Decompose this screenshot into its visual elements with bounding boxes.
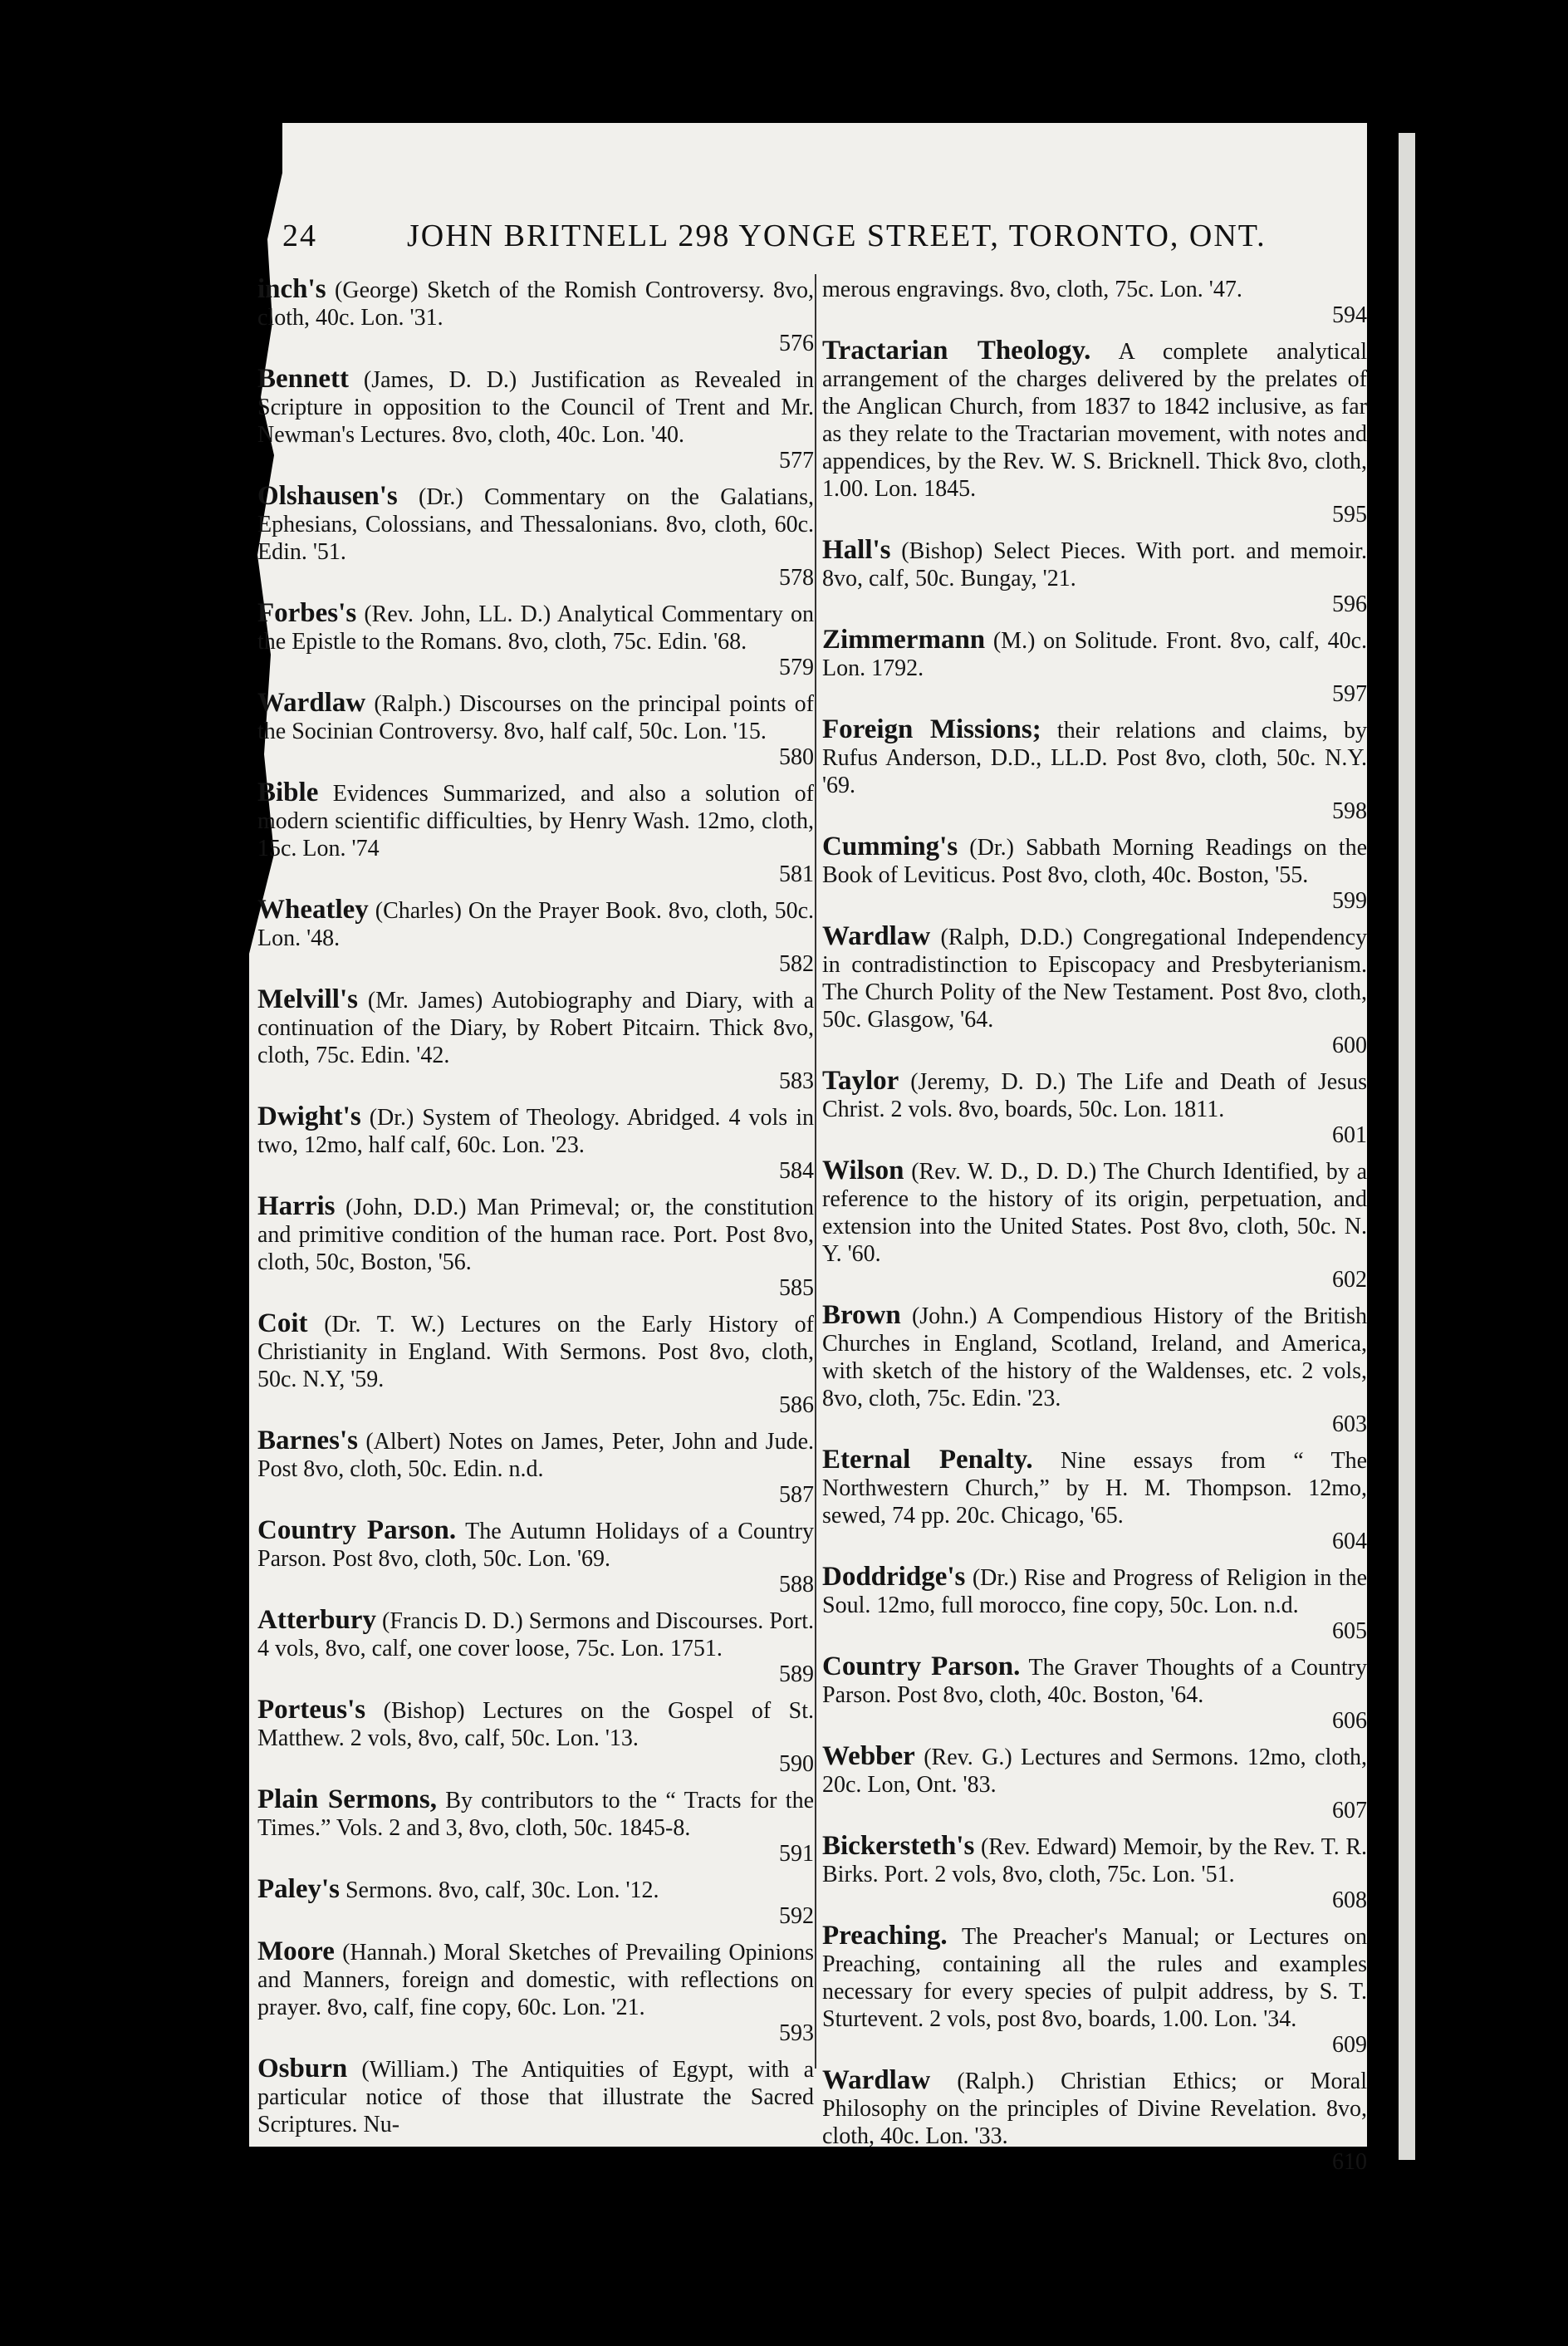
catalog-entry	[822, 2067, 1367, 2176]
entry-description: The Preacher's Manual; or Lectures on Preaching, containing all the rules and examples necessary for every species of pulpit address, by S. T. Sturtevent. 2 vols, post 8vo, boards, 1.00. Lon. '34.	[822, 1924, 1367, 2032]
entry-description: (Albert) Notes on James, Peter, John and Jude. Post 8vo, cloth, 50c. Edin. n.d.	[257, 1429, 814, 1482]
entry-headword: Brown	[822, 1300, 901, 1330]
entry-description: (John.) A Compendious History of the British Churches in England, Scotland, Ireland, and America, with sketch of the history of the Waldenses, etc. 2 vols, 8vo, cloth, 75c. Edin. '23.	[822, 1303, 1368, 1411]
entry-description: By contributors to the “ Tracts for the Times.” Vols. 2 and 3, 8vo, cloth, 50c. 1845-8.	[257, 1788, 814, 1841]
item-number: 604	[1332, 1529, 1367, 1554]
item-number: 601	[1332, 1122, 1367, 1148]
entry-headword: Forbes's	[257, 598, 357, 628]
catalog-entry	[822, 1157, 1367, 1293]
item-number: 580	[779, 744, 814, 770]
catalog-entry	[822, 626, 1367, 708]
item-number: 597	[1332, 681, 1367, 707]
catalog-entry	[257, 600, 814, 681]
entry-description: (Rev. G.) Lectures and Sermons. 12mo, cloth, 20c. Lon, Ont. '83.	[822, 1745, 1368, 1798]
catalog-entry	[257, 1310, 814, 1419]
catalog-entry	[257, 2055, 814, 2138]
page-number: 24	[282, 218, 317, 253]
page-header	[282, 218, 1362, 259]
catalog-entry	[257, 1696, 814, 1778]
entry-headword: Preaching.	[822, 1921, 948, 1951]
item-number: 585	[779, 1275, 814, 1301]
item-number: 586	[779, 1392, 814, 1418]
entry-headword: Taylor	[822, 1066, 899, 1096]
entry-headword: Bible	[257, 778, 319, 807]
item-number: 577	[779, 448, 814, 474]
item-number: 584	[779, 1158, 814, 1184]
item-number: 594	[1332, 302, 1367, 328]
catalog-entry	[822, 537, 1367, 618]
entry-description: (Ralph.) Christian Ethics; or Moral Philosophy on the principles of Divine Revelation. 8vo, cloth, 40c. Lon. '33.	[822, 2069, 1367, 2149]
entry-headword: Bickersteth's	[822, 1831, 975, 1861]
catalog-entry	[257, 1193, 814, 1302]
entry-headword: Eternal Penalty.	[822, 1445, 1033, 1475]
entry-headword: Wardlaw	[822, 921, 931, 951]
entry-description: (William.) The Antiquities of Egypt, with a particular notice of those that illustrate the Sacred Scriptures. Nu-	[257, 2057, 814, 2137]
item-number: 598	[1332, 798, 1367, 824]
entry-description: (Francis D. D.) Sermons and Discourses. Port. 4 vols, 8vo, calf, one cover loose, 75c. Lon. 1751.	[257, 1608, 814, 1661]
item-number: 600	[1332, 1033, 1367, 1058]
entry-description: (Ralph, D.D.) Congregational Independency in contradistinction to Episcopacy and Presbyterianism. The Church Polity of the New Testament. Post 8vo, cloth, 50c. Glasgow, '64.	[822, 925, 1367, 1033]
entry-headword: Webber	[822, 1741, 915, 1771]
item-number: 590	[779, 1751, 814, 1777]
catalog-entry	[257, 1876, 814, 1930]
item-number: 595	[1332, 502, 1367, 528]
catalog-entry	[822, 923, 1367, 1059]
catalog-entry	[257, 690, 814, 771]
entry-description: (Dr.) Commentary on the Galatians, Ephesians, Colossians, and Thessalonians. 8vo, cloth, 60c. Edin. '51.	[257, 484, 814, 565]
entry-description: (James, D. D.) Justification as Revealed in Scripture in opposition to the Council of Trent and Mr. Newman's Lectures. 8vo, cloth, 40c. Lon. '40.	[257, 367, 814, 448]
entry-headword: Coit	[257, 1308, 308, 1338]
item-number: 593	[779, 2020, 814, 2046]
entry-headword: Tractarian Theology.	[822, 336, 1091, 366]
item-number: 602	[1332, 1267, 1367, 1293]
item-number: 592	[779, 1903, 814, 1929]
entry-headword: Bennett	[257, 364, 349, 394]
catalog-entry	[822, 1067, 1367, 1149]
catalog-entry	[257, 1938, 814, 2047]
item-number: 599	[1332, 888, 1367, 914]
catalog-entry	[822, 1922, 1367, 2059]
catalog-entry	[257, 779, 814, 888]
catalog-entry	[822, 833, 1367, 915]
catalog-entry	[257, 366, 814, 474]
entry-headword: Wardlaw	[822, 2065, 931, 2095]
catalog-entry	[257, 986, 814, 1095]
entry-headword: Wilson	[822, 1156, 904, 1185]
item-number: 589	[779, 1661, 814, 1687]
entry-headword: Foreign Missions;	[822, 714, 1041, 744]
entry-description: A complete analytical arrangement of the charges delivered by the prelates of the Anglican Church, from 1837 to 1842 inclusive, as far as they relate to the Tractarian movement, with notes and appendices, by the Rev. W. S. Bricknell. Thick 8vo, cloth, 1.00. Lon. 1845.	[822, 339, 1367, 502]
item-number: 583	[779, 1068, 814, 1094]
entry-description: (Ralph.) Discourses on the principal points of the Socinian Controversy. 8vo, half calf, 50c. Lon. '15.	[257, 691, 815, 744]
item-number: 607	[1332, 1798, 1367, 1823]
entry-headword: Olshausen's	[257, 481, 398, 511]
entry-description: (Charles) On the Prayer Book. 8vo, cloth, 50c. Lon. '48.	[257, 898, 815, 951]
entry-description: The Autumn Holidays of a Country Parson. Post 8vo, cloth, 50c. Lon. '69.	[257, 1519, 814, 1572]
item-number: 578	[779, 565, 814, 591]
entry-headword: Harris	[257, 1191, 336, 1221]
entry-description: (Hannah.) Moral Sketches of Prevailing Opinions and Manners, foreign and domestic, with reflections on prayer. 8vo, calf, fine copy, 60c. Lon. '21.	[257, 1940, 814, 2020]
entry-description: (Jeremy, D. D.) The Life and Death of Jesus Christ. 2 vols. 8vo, boards, 50c. Lon. 1811.	[822, 1069, 1368, 1122]
item-number: 591	[779, 1841, 814, 1867]
entry-description: (Rev. W. D., D. D.) The Church Identified, by a reference to the history of its origin, perpetuation, and extension into the United States. Post 8vo, cloth, 50c. N. Y. '60.	[822, 1159, 1368, 1267]
entry-description: Evidences Summarized, and also a solution of modern scientific difficulties, by Henry Wash. 12mo, cloth, 15c. Lon. '74	[257, 781, 815, 861]
catalog-entry	[257, 1786, 814, 1867]
catalog-entry	[822, 1563, 1367, 1645]
catalog-entry	[257, 896, 814, 978]
entry-description: (Bishop) Lectures on the Gospel of St. Matthew. 2 vols, 8vo, calf, 50c. Lon. '13.	[257, 1698, 815, 1751]
entry-description: Sermons. 8vo, calf, 30c. Lon. '12.	[345, 1877, 659, 1903]
item-number: 603	[1332, 1411, 1367, 1437]
catalog-entry	[822, 1743, 1367, 1824]
catalog-entry	[822, 276, 1367, 329]
catalog-entry	[822, 1446, 1367, 1555]
catalog-entry	[822, 337, 1367, 528]
catalog-entry	[822, 1302, 1367, 1438]
catalog-entry	[257, 276, 814, 357]
entry-headword: Hall's	[822, 535, 891, 565]
entry-headword: Atterbury	[257, 1605, 376, 1635]
entry-headword: inch's	[257, 274, 326, 304]
entry-description: Nine essays from “ The Northwestern Church,” by H. M. Thompson. 12mo, sewed, 74 pp. 20c. Chicago, '65.	[822, 1448, 1368, 1529]
entry-description: (Rev. Edward) Memoir, by the Rev. T. R. Birks. Port. 2 vols, 8vo, cloth, 75c. Lon. '51.	[822, 1834, 1367, 1887]
adjacent-page-edge	[1399, 133, 1415, 2160]
column-divider	[815, 274, 816, 2069]
entry-description: (George) Sketch of the Romish Controversy. 8vo, cloth, 40c. Lon. '31.	[257, 277, 815, 331]
catalog-entry	[822, 716, 1367, 825]
item-number: 587	[779, 1482, 814, 1508]
item-number: 581	[779, 861, 814, 887]
entry-description: (Rev. John, LL. D.) Analytical Commentary on the Epistle to the Romans. 8vo, cloth, 75c. Edin. '68.	[257, 601, 814, 655]
catalog-entry	[257, 1427, 814, 1509]
entry-headword: Dwight's	[257, 1102, 361, 1131]
entry-headword: Plain Sermons,	[257, 1784, 437, 1814]
entry-headword: Zimmermann	[822, 625, 986, 655]
item-number: 582	[779, 951, 814, 977]
entry-headword: Porteus's	[257, 1695, 366, 1725]
entry-description: (Dr.) System of Theology. Abridged. 4 vols in two, 12mo, half calf, 60c. Lon. '23.	[257, 1105, 814, 1158]
entry-headword: Moore	[257, 1936, 335, 1966]
entry-description: (Mr. James) Autobiography and Diary, with a continuation of the Diary, by Robert Pitcairn. Thick 8vo, cloth, 75c. Edin. '42.	[257, 988, 815, 1068]
entry-description: (Dr. T. W.) Lectures on the Early History of Christianity in England. With Sermons. Post 8vo, cloth, 50c. N.Y, '59.	[257, 1312, 814, 1392]
item-number: 576	[779, 331, 814, 356]
left-column	[257, 276, 814, 2147]
entry-description: (M.) on Solitude. Front. 8vo, calf, 40c. Lon. 1792.	[822, 628, 1367, 681]
item-number: 606	[1332, 1708, 1367, 1734]
entry-headword: Wardlaw	[257, 688, 366, 718]
entry-description: The Graver Thoughts of a Country Parson. Post 8vo, cloth, 40c. Boston, '64.	[822, 1655, 1368, 1708]
entry-headword: Country Parson.	[822, 1652, 1021, 1681]
entry-headword: Wheatley	[257, 895, 369, 925]
entry-headword: Paley's	[257, 1874, 340, 1904]
catalog-entry	[822, 1653, 1367, 1735]
item-number: 579	[779, 655, 814, 680]
item-number: 610	[1332, 2149, 1367, 2175]
item-number: 609	[1332, 2032, 1367, 2058]
entry-headword: Country Parson.	[257, 1515, 457, 1545]
catalog-entry	[257, 483, 814, 591]
catalog-entry	[257, 1607, 814, 1688]
running-title: JOHN BRITNELL 298 YONGE STREET, TORONTO, ONT.	[407, 218, 1267, 253]
entry-description: their relations and claims, by Rufus Anderson, D.D., LL.D. Post 8vo, cloth, 50c. N.Y. '69.	[822, 718, 1368, 798]
entry-headword: Barnes's	[257, 1426, 359, 1455]
entry-description: (John, D.D.) Man Primeval; or, the constitution and primitive condition of the human race. Port. Post 8vo, cloth, 50c, Boston, '56.	[257, 1195, 815, 1275]
entry-description: (Bishop) Select Pieces. With port. and memoir. 8vo, calf, 50c. Bungay, '21.	[822, 538, 1367, 591]
entry-headword: Cumming's	[822, 832, 958, 861]
right-column	[822, 276, 1367, 2184]
catalog-entry	[257, 1517, 814, 1598]
entry-description: (Dr.) Sabbath Morning Readings on the Book of Leviticus. Post 8vo, cloth, 40c. Boston, '55.	[822, 835, 1367, 888]
entry-headword: Doddridge's	[822, 1562, 966, 1592]
item-number: 596	[1332, 591, 1367, 617]
catalog-entry	[257, 1103, 814, 1185]
entry-description: (Dr.) Rise and Progress of Religion in the Soul. 12mo, full morocco, fine copy, 50c. Lon. n.d.	[822, 1565, 1367, 1618]
entry-headword: Osburn	[257, 2054, 348, 2083]
item-number: 588	[779, 1572, 814, 1598]
entry-description: merous engravings. 8vo, cloth, 75c. Lon. '47.	[822, 277, 1242, 302]
item-number: 605	[1332, 1618, 1367, 1644]
item-number: 608	[1332, 1887, 1367, 1913]
entry-headword: Melvill's	[257, 984, 358, 1014]
catalog-entry	[822, 1833, 1367, 1914]
